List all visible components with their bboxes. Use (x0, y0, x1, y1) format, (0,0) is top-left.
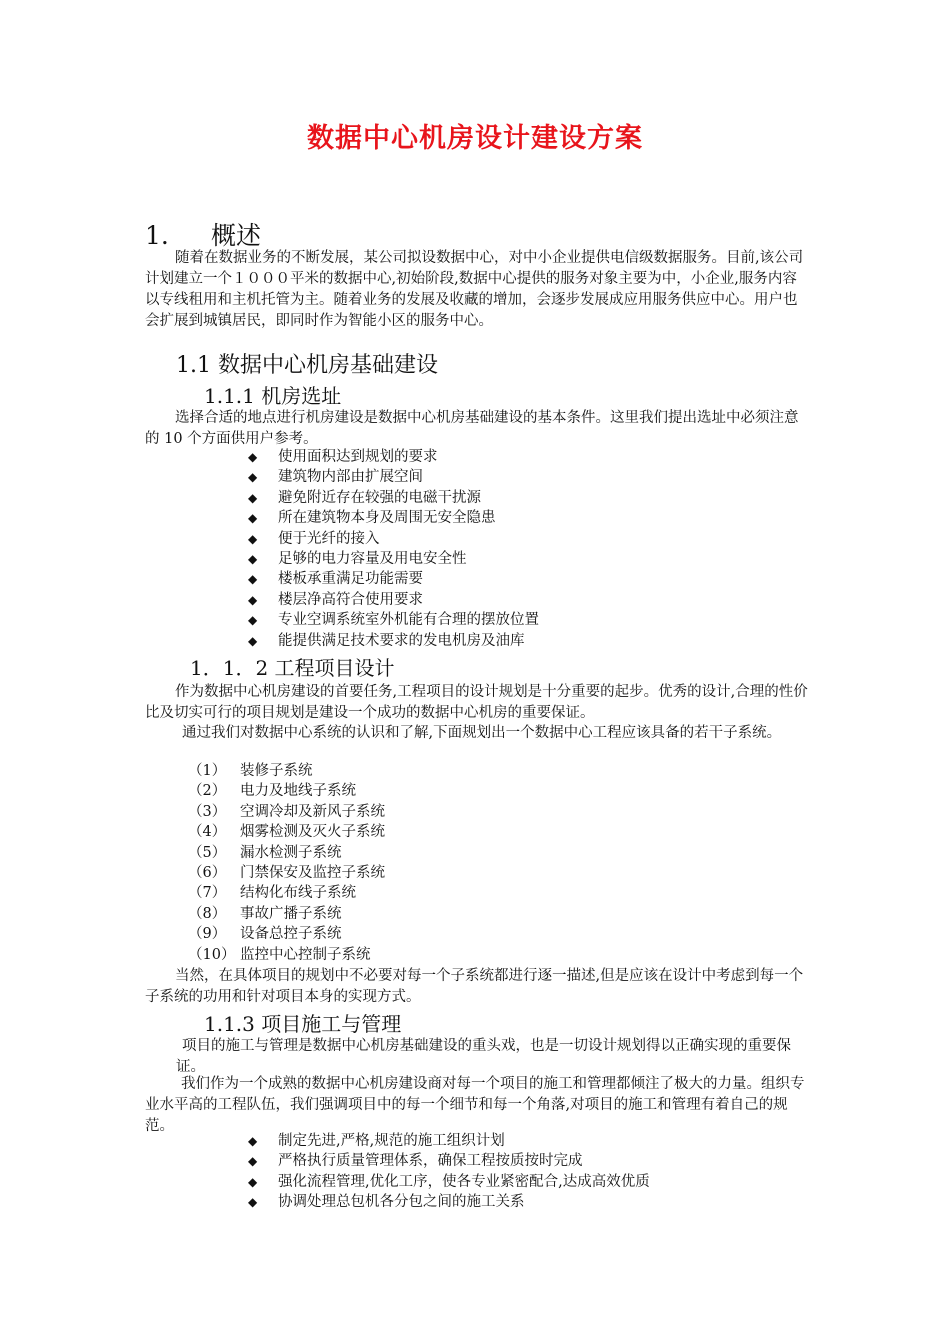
subsystem-number: （7） (188, 885, 227, 902)
subsystem-text: 电力及地线子系统 (240, 783, 356, 800)
subsystem-list (188, 761, 385, 965)
subsystem-item (188, 904, 385, 924)
bullet-text: 建筑物内部由扩展空间 (278, 469, 423, 486)
subsystem-number: （4） (188, 824, 227, 841)
construction-management-list (248, 1131, 650, 1213)
subsystem-text: 结构化布线子系统 (240, 885, 356, 902)
section-1-number: 1. (145, 221, 169, 250)
subsystem-number: （8） (188, 905, 227, 922)
section-1-1-3-paragraph-2 (145, 1074, 810, 1137)
bullet-item (248, 610, 539, 630)
subsystem-text: 监控中心控制子系统 (240, 946, 371, 963)
subsystem-item (188, 761, 385, 781)
bullet-text: 足够的电力容量及用电安全性 (278, 550, 467, 567)
document-title: 数据中心机房设计建设方案 (307, 123, 643, 154)
bullet-text: 协调处理总包机各分包之间的施工关系 (278, 1194, 525, 1211)
diamond-bullet-icon: ◆ (248, 1134, 258, 1148)
bullet-text: 楼层净高符合使用要求 (278, 591, 423, 608)
subsystem-text: 装修子系统 (240, 763, 313, 779)
subsystem-item (188, 863, 385, 883)
subsystem-text: 空调冷却及新风子系统 (240, 803, 385, 820)
paragraph-text: 项目的施工与管理是数据中心机房基础建设的重头戏，也是一切设计规划得以正确实现的重要保证。 (176, 1038, 791, 1075)
subsystem-item (188, 822, 385, 842)
subsystem-number: （10） (188, 946, 236, 963)
paragraph-text: 当然，在具体项目的规划中不必要对每一个子系统都进行逐一描述,但是应该在设计中考虑到每一个子系统的功用和针对项目本身的实现方式。 (145, 968, 804, 1005)
paragraph-text: 作为数据中心机房建设的首要任务,工程项目的设计规划是十分重要的起步。优秀的设计,合理的性价比及切实可行的项目规划是建设一个成功的数据中心机房的重要保证。 (145, 684, 808, 721)
subsystem-number: （5） (188, 844, 227, 861)
subsystem-text: 设备总控子系统 (240, 926, 342, 943)
bullet-item (248, 549, 539, 569)
bullet-text: 使用面积达到规划的要求 (278, 449, 438, 465)
section-1-1-2-heading: 1．1．2 工程项目设计 (190, 656, 395, 680)
bullet-item (248, 569, 539, 589)
bullet-item (248, 1151, 650, 1171)
subsystem-number: （6） (188, 864, 227, 881)
diamond-bullet-icon: ◆ (248, 511, 258, 526)
section-1-paragraph (145, 248, 810, 332)
diamond-bullet-icon: ◆ (248, 490, 258, 505)
subsystem-text: 事故广播子系统 (240, 905, 342, 922)
diamond-bullet-icon: ◆ (248, 551, 258, 566)
subsystem-number: （2） (188, 783, 227, 800)
subsystem-number: （1） (188, 763, 227, 779)
subsystem-item (188, 802, 385, 822)
section-1-1-1-paragraph (145, 408, 810, 450)
section-1-1-3-paragraph-1 (176, 1036, 810, 1078)
paragraph-text: 通过我们对数据中心系统的认识和了解,下面规划出一个数据中心工程应该具备的若干子系统。 (182, 725, 782, 741)
diamond-bullet-icon: ◆ (248, 572, 258, 587)
diamond-bullet-icon: ◆ (248, 592, 258, 607)
bullet-item (248, 590, 539, 610)
section-1-1-3-heading: 1.1.3 项目施工与管理 (204, 1012, 402, 1036)
diamond-bullet-icon: ◆ (248, 1154, 258, 1169)
bullet-text: 能提供满足技术要求的发电机房及油库 (278, 632, 525, 649)
subsystem-number: （9） (188, 926, 227, 943)
subsystem-item (188, 924, 385, 944)
diamond-bullet-icon: ◆ (248, 531, 258, 546)
bullet-item (248, 529, 539, 549)
bullet-item (248, 1172, 650, 1192)
bullet-item (248, 467, 539, 487)
subsystem-text: 漏水检测子系统 (240, 844, 342, 861)
bullet-item (248, 488, 539, 508)
section-1-1-2-paragraph-2 (176, 723, 810, 744)
subsystem-item (188, 883, 385, 903)
section-1-heading (145, 216, 261, 252)
section-1-1-2-paragraph-1 (145, 682, 810, 724)
diamond-bullet-icon: ◆ (248, 633, 258, 648)
bullet-text: 便于光纤的接入 (278, 530, 380, 547)
paragraph-text: 选择合适的地点进行机房建设是数据中心机房基础建设的基本条件。这里我们提出选址中必须注意的 10 个方面供用户参考。 (145, 410, 799, 447)
bullet-text: 避免附近存在较强的电磁干扰源 (278, 489, 481, 506)
subsystem-number: （3） (188, 803, 227, 820)
subsystem-item (188, 843, 385, 863)
bullet-item (248, 631, 539, 651)
diamond-bullet-icon: ◆ (248, 470, 258, 485)
bullet-text: 制定先进,严格,规范的施工组织计划 (278, 1133, 505, 1149)
subsystem-text: 门禁保安及监控子系统 (240, 864, 385, 881)
bullet-item (248, 508, 539, 528)
diamond-bullet-icon: ◆ (248, 1174, 258, 1189)
bullet-text: 所在建筑物本身及周围无安全隐患 (278, 510, 496, 527)
section-1-1-2-paragraph-3 (145, 966, 810, 1008)
bullet-text: 强化流程管理,优化工序，使各专业紧密配合,达成高效优质 (278, 1173, 650, 1190)
subsystem-item (188, 945, 385, 965)
diamond-bullet-icon: ◆ (248, 613, 258, 628)
diamond-bullet-icon: ◆ (248, 1195, 258, 1210)
paragraph-text: 我们作为一个成熟的数据中心机房建设商对每一个项目的施工和管理都倾注了极大的力量。组织专业水平高的工程队伍，我们强调项目中的每一个细节和每一个角落,对项目的施工和管理有着自己的规范。 (145, 1076, 805, 1134)
diamond-bullet-icon: ◆ (248, 450, 258, 464)
bullet-item (248, 447, 539, 467)
section-1-1-heading: 1.1 数据中心机房基础建设 (176, 353, 438, 378)
bullet-text: 严格执行质量管理体系，确保工程按质按时完成 (278, 1153, 583, 1170)
bullet-text: 楼板承重满足功能需要 (278, 571, 423, 588)
bullet-item (248, 1131, 650, 1151)
site-selection-list (248, 447, 539, 651)
subsystem-item (188, 781, 385, 801)
bullet-text: 专业空调系统室外机能有合理的摆放位置 (278, 612, 539, 629)
section-1-title: 概述 (211, 221, 262, 250)
subsystem-text: 烟雾检测及灭火子系统 (240, 824, 385, 841)
section-1-1-1-heading: 1.1.1 机房选址 (204, 384, 342, 408)
bullet-item (248, 1192, 650, 1212)
paragraph-text: 随着在数据业务的不断发展，某公司拟设数据中心，对中小企业提供电信级数据服务。目前,该公司计划建立一个１０００平米的数据中心,初始阶段,数据中心提供的服务对象主要为中，小企业,服务内容以专线租用和主机托管为主。随着业务的发展及收藏的增加，会逐步发展成应用服务供应中心。用户也会扩展到城镇居民，即同时作为智能小区的服务中心。 (145, 250, 804, 329)
